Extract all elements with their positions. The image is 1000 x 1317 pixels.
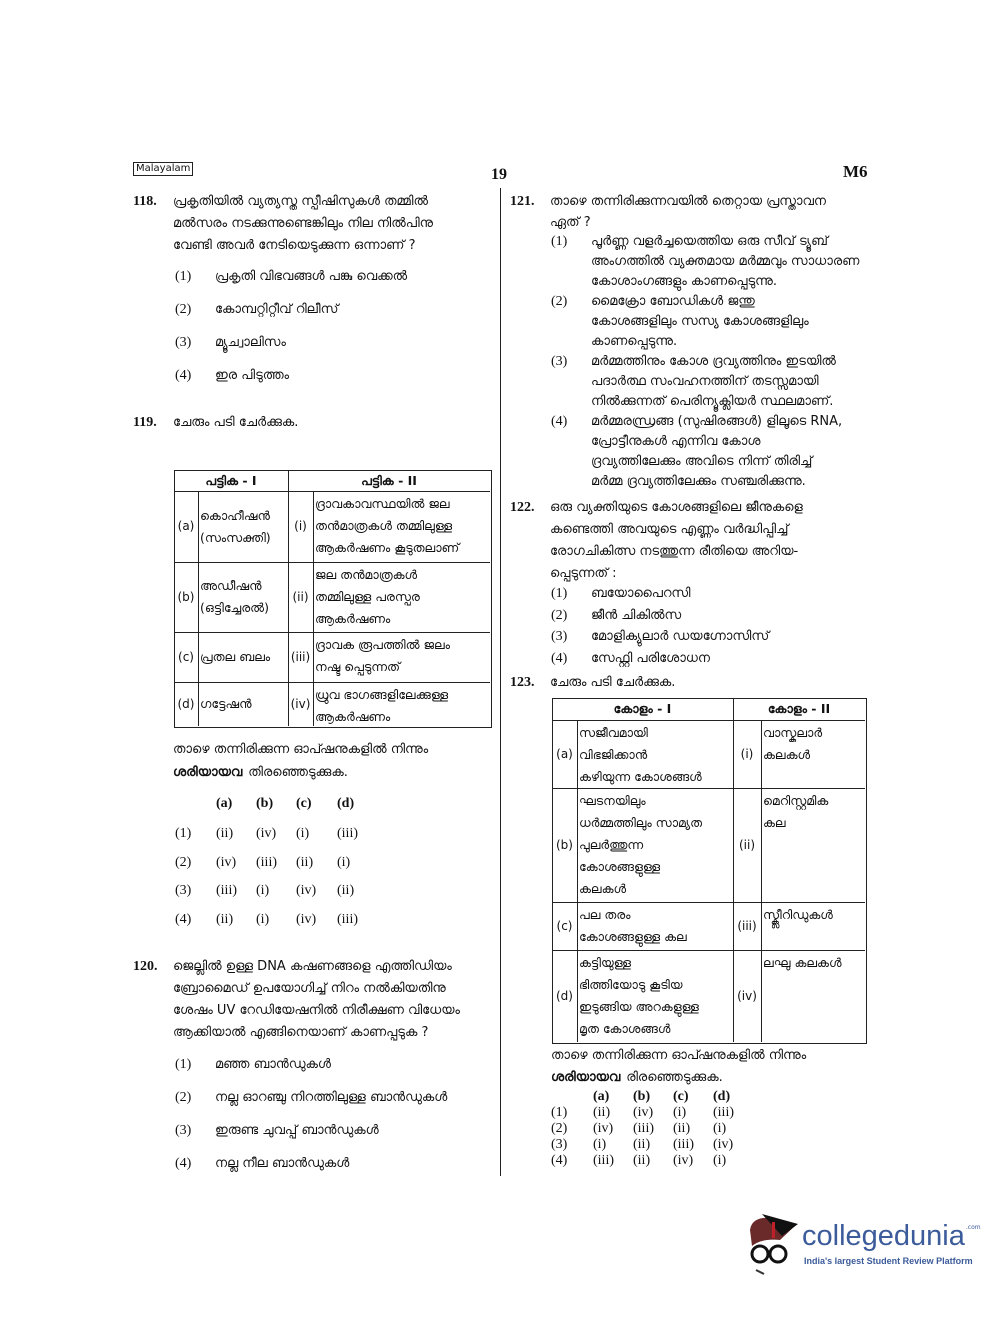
table-cell-text: ലഘു കലകൾ <box>763 955 842 970</box>
question-text-line: പ്രകൃതിയിൽ വ്യത്യസ്ത സ്പീഷിസുകൾ തമ്മിൽ <box>173 194 428 209</box>
table-header-col2: പട്ടിക - II <box>361 473 417 488</box>
language-label: Malayalam <box>133 162 193 176</box>
answer-value: (iv) <box>216 854 237 870</box>
row-label: (d) <box>177 697 195 711</box>
answer-value: (i) <box>337 854 351 870</box>
answer-option-number: (3) <box>551 1137 568 1152</box>
option-text-line: മർമ്മരന്ധ്രങ്ങ (സുഷിരങ്ങൾ) ളിലൂടെ RNA, <box>591 414 843 429</box>
table-cell-text: കലകൾ <box>579 881 627 896</box>
instruction-line <box>551 1069 723 1087</box>
option-text-line: ദ്രവ്യത്തിലേക്കും അവിടെ നിന്ന് തിരിച്ച് <box>591 454 813 469</box>
option-text: നല്ല നീല ബാൻഡുകൾ <box>215 1156 350 1171</box>
option-text-line: മൈക്രോ ബോഡികൾ ജന്തു <box>591 294 755 309</box>
table-rule <box>198 682 199 726</box>
row-label: (c) <box>178 650 194 664</box>
option-number: (3) <box>551 629 568 644</box>
option-text: മോളിക്യുലാർ ഡയഗ്നോസിസ് <box>591 629 770 644</box>
answer-option-number: (1) <box>175 826 192 841</box>
instruction-line <box>173 764 348 782</box>
answer-value: (ii) <box>216 826 234 841</box>
option-number: (1) <box>551 234 568 249</box>
table-cell-text: മൃത കോശങ്ങൾ <box>579 1021 671 1036</box>
row-label: (ii) <box>738 838 756 852</box>
table-cell-text: ആകർഷണം <box>315 611 391 626</box>
row-label: (iv) <box>737 989 757 1003</box>
option-text-line: പദാർത്ഥ സംവഹനത്തിന് തടസ്സമായി <box>591 374 819 389</box>
table-rule <box>198 632 199 682</box>
row-label: (iv) <box>290 697 311 711</box>
option-text-line: പൂർണ്ണ വളർച്ചയെത്തിയ ഒരു സീവ് ട്യൂബ് <box>591 234 828 249</box>
mascot-logo-icon <box>742 1210 802 1280</box>
answer-value: (iii) <box>216 883 237 898</box>
answer-value: (iv) <box>296 911 317 927</box>
table-cell-text: (ഒട്ടിച്ചേരൽ) <box>200 600 269 615</box>
row-label: (iii) <box>290 650 311 664</box>
question-text: ചേരും പടി ചേർക്കുക. <box>173 415 299 430</box>
answer-value: (iii) <box>337 911 358 927</box>
question-text-line: വേണ്ടി അവർ നേടിയെടുക്കുന്ന ഒന്നാണ് ? <box>173 238 416 253</box>
answer-value: (i) <box>256 911 270 927</box>
option-text: കോമ്പറ്റിറ്റീവ് റിലീസ് <box>215 302 339 317</box>
option-text: ബയോപൈറസി <box>591 586 691 601</box>
answer-value: (iii) <box>256 854 277 870</box>
table-rule <box>552 902 865 903</box>
table-cell-text: കട്ടിയുള്ള <box>579 955 631 970</box>
answer-value: (ii) <box>673 1121 691 1136</box>
table-cell-text: കല <box>763 815 786 830</box>
answer-option-number: (2) <box>175 854 192 870</box>
table-cell-text: കഴിയുന്ന കോശങ്ങൾ <box>579 769 702 784</box>
instruction-bold: ശരിയായവ <box>551 1070 621 1085</box>
answer-value: (i) <box>256 883 270 898</box>
option-number: (2) <box>551 607 568 623</box>
table-cell-text: ദ്രാവക രൂപത്തിൽ ജലം <box>315 637 450 652</box>
table-rule <box>761 720 762 788</box>
table-cell-text: കലകൾ <box>763 747 811 762</box>
table-rule <box>552 720 865 721</box>
table-rule <box>313 632 314 682</box>
answer-column-header: (b) <box>633 1089 651 1104</box>
brand-domain: .com <box>965 1224 981 1231</box>
question-number: 118. <box>133 194 157 209</box>
table-rule <box>577 902 578 950</box>
option-text-line: മർമ്മ ദ്രവ്യത്തിലേക്കും സഞ്ചരിക്കുന്നു. <box>591 474 806 489</box>
table-rule <box>552 950 865 951</box>
answer-value: (i) <box>593 1137 607 1152</box>
instruction-text: താഴെ തന്നിരിക്കുന്ന ഓപ്ഷനുകളിൽ നിന്നും <box>551 1048 807 1063</box>
row-label: (b) <box>177 590 195 604</box>
answer-value: (i) <box>713 1121 727 1136</box>
answer-value: (iii) <box>673 1137 694 1152</box>
option-text-line: കോശങ്ങളിലും സസ്യ കോശങ്ങളിലും <box>591 314 809 329</box>
question-text-line: താഴെ തന്നിരിക്കുന്നവയിൽ തെറ്റായ പ്രസ്താവന <box>550 194 826 209</box>
question-text-line: ഒരു വ്യക്തിയുടെ കോശങ്ങളിലെ ജീനുകളെ <box>550 500 803 515</box>
answer-value: (iv) <box>593 1121 614 1136</box>
option-text-line: പ്രോട്ടീനുകൾ എന്നിവ കോശ <box>591 434 761 449</box>
option-text-line: അംഗത്തിൽ വ്യക്തമായ മർമ്മവും സാധാരണ <box>591 254 860 269</box>
option-number: (2) <box>551 294 568 309</box>
table-header-col1: പട്ടിക - I <box>205 473 257 488</box>
table-rule <box>313 682 314 726</box>
table-cell-text: (സംസക്തി) <box>200 529 271 545</box>
answer-value: (i) <box>713 1153 727 1168</box>
table-cell-text: ഭിത്തിയോടു കൂടിയ <box>579 977 683 992</box>
row-label: (ii) <box>292 590 309 604</box>
table-rule <box>761 950 762 1042</box>
option-text-line: കോശാംഗങ്ങളും കാണപ്പെടുന്നു. <box>591 274 778 289</box>
answer-value: (ii) <box>633 1137 651 1152</box>
table-cell-text: അഡീഷൻ <box>200 578 262 593</box>
table-cell-text: കോശങ്ങളുള്ള കല <box>579 929 687 944</box>
instruction-text: തിരഞ്ഞെടുക്കുക. <box>248 765 348 780</box>
option-number: (4) <box>551 414 568 429</box>
table-cell-text: നഷ്ട പ്പെടുന്നത് <box>315 659 401 674</box>
instruction-text: താഴെ തന്നിരിക്കുന്ന ഓപ്ഷനുകളിൽ നിന്നും <box>173 742 429 757</box>
instruction-text: രിരഞ്ഞെടുക്കുക. <box>626 1070 723 1085</box>
option-number: (1) <box>175 269 192 284</box>
answer-value: (iii) <box>633 1121 654 1136</box>
question-number: 119. <box>133 415 157 430</box>
table-cell-text: വാസ്കുലാർ <box>763 725 823 740</box>
table-cell-text: സ്ക്ലീറിഡുകൾ <box>763 907 833 922</box>
table-rule <box>174 632 490 633</box>
table-rule <box>198 491 199 562</box>
option-text: ഇരുണ്ട ചുവപ്പ് ബാൻഡുകൾ <box>215 1123 379 1138</box>
table-cell-text: കൊഹീഷൻ <box>200 507 270 523</box>
table-rule <box>313 491 314 562</box>
answer-option-number: (2) <box>551 1121 568 1136</box>
table-rule <box>552 788 865 789</box>
answer-option-number: (4) <box>551 1153 568 1168</box>
answer-value: (iv) <box>256 826 277 841</box>
column-divider <box>500 188 501 1176</box>
answer-value: (ii) <box>216 911 234 927</box>
option-text-line: നിൽക്കുന്നത് പെരിന്യൂക്ലിയർ സ്ഥലമാണ്. <box>591 394 834 409</box>
table-cell-text: മെറിസ്റ്റമിക <box>763 793 829 808</box>
answer-column-header: (d) <box>337 796 355 811</box>
option-text-line: കാണപ്പെടുന്നു. <box>591 334 678 349</box>
table-rule <box>577 950 578 1042</box>
question-text-line: ശേഷം UV റേഡിയേഷനിൽ നിരീക്ഷണ വിധേയം <box>173 1003 460 1018</box>
answer-column-header: (c) <box>673 1089 689 1104</box>
option-number: (2) <box>175 302 192 317</box>
question-text-line: ജെല്ലിൽ ഉള്ള DNA കഷണങ്ങളെ എത്തിഡിയം <box>173 959 452 974</box>
question-number: 120. <box>133 959 158 974</box>
answer-option-number: (4) <box>175 911 192 927</box>
table-rule <box>174 682 490 683</box>
table-cell-text: ധ്രുവ ഭാഗങ്ങളിലേക്കുള്ള <box>315 687 449 702</box>
option-text: മഞ്ഞ ബാൻഡുകൾ <box>215 1057 331 1072</box>
table-cell-text: പ്രതല ബലം <box>200 649 271 664</box>
question-text-line: കണ്ടെത്തി അവയുടെ എണ്ണം വർദ്ധിപ്പിച്ച് <box>550 522 789 537</box>
table-header-col2: കോളം - II <box>767 701 831 716</box>
table-rule <box>761 788 762 902</box>
table-cell-text: ദ്രാവകാവസ്ഥയിൽ ജല <box>315 496 450 511</box>
row-label: (i) <box>294 519 307 533</box>
brand-line <box>802 1220 981 1252</box>
option-number: (3) <box>175 335 192 350</box>
question-text-line: പ്പെടുന്നത് : <box>550 566 617 581</box>
brand-tagline: India's largest Student Review Platform <box>804 1256 973 1266</box>
answer-value: (iii) <box>593 1153 614 1168</box>
question-text-line: ബ്രോമൈഡ് ഉപയോഗിച്ച് നിറം നൽകിയതിനു <box>173 981 446 996</box>
table-cell-text: ഗട്ടേഷൻ <box>200 696 252 711</box>
option-number: (2) <box>175 1090 192 1105</box>
page-number: 19 <box>491 166 507 183</box>
table-rule <box>761 902 762 950</box>
brand-name: collegedunia <box>802 1220 965 1252</box>
option-number: (3) <box>551 354 568 369</box>
table-cell-text: പല തരം <box>579 907 631 922</box>
option-text: പ്രകൃതി വിഭവങ്ങൾ പങ്കു വെക്കൽ <box>215 269 408 284</box>
option-text: മ്യൂച്വാലിസം <box>215 335 286 350</box>
table-cell-text: സജീവമായി <box>579 725 648 740</box>
question-text-line: രോഗചികിത്സ നടത്തുന്ന രീതിയെ അറിയ- <box>550 544 799 559</box>
answer-column-header: (d) <box>713 1089 731 1104</box>
option-text-line: മർമ്മത്തിനും കോശ ദ്രവ്യത്തിനും ഇടയിൽ <box>591 354 836 369</box>
option-number: (1) <box>175 1057 192 1072</box>
answer-value: (iii) <box>713 1105 734 1120</box>
answer-column-header: (a) <box>593 1089 610 1104</box>
question-text-line: ഏത് ? <box>550 215 591 230</box>
table-rule <box>198 562 199 632</box>
row-label: (i) <box>740 747 754 761</box>
row-label: (a) <box>177 519 195 533</box>
table-cell-text: ആകർഷണം <box>315 709 391 724</box>
table-cell-text: തമ്മിലുള്ള പരസ്പര <box>315 589 420 604</box>
answer-value: (ii) <box>296 854 314 870</box>
option-number: (1) <box>551 586 568 601</box>
option-number: (3) <box>175 1123 192 1138</box>
answer-option-number: (1) <box>551 1105 568 1120</box>
option-number: (4) <box>175 368 192 383</box>
answer-column-header: (a) <box>216 796 233 811</box>
question-text-line: ആക്കിയാൽ എങ്ങിനെയാണ് കാണപ്പടുക ? <box>173 1025 429 1040</box>
question-number: 122. <box>510 500 535 515</box>
table-rule <box>577 788 578 902</box>
table-cell-text: ആകർഷണം കൂടുതലാണ് <box>315 540 460 555</box>
option-text: ഇര പിടുത്തം <box>215 368 290 383</box>
table-rule <box>174 562 490 563</box>
option-number: (4) <box>551 650 568 666</box>
question-number: 121. <box>510 194 535 209</box>
table-cell-text: ജല തൻമാത്രകൾ <box>315 567 418 582</box>
answer-value: (iv) <box>673 1153 694 1168</box>
table-cell-text: തൻമാത്രകൾ തമ്മിലുള്ള <box>315 518 453 533</box>
table-cell-text: ഘടനയിലും <box>579 793 646 808</box>
table-rule <box>313 562 314 632</box>
table-cell-text: വിഭജിക്കാൻ <box>579 747 648 762</box>
row-label: (c) <box>556 919 573 933</box>
table-cell-text: ഇടുങ്ങിയ അറകളുള്ള <box>579 999 699 1014</box>
question-number: 123. <box>510 675 535 690</box>
option-number: (4) <box>175 1156 192 1171</box>
answer-value: (ii) <box>337 883 355 898</box>
table-rule <box>174 491 490 492</box>
answer-value: (ii) <box>593 1105 611 1120</box>
option-text: നല്ല ഓറഞ്ചു നിറത്തിലുള്ള ബാൻഡുകൾ <box>215 1090 448 1105</box>
answer-value: (iv) <box>713 1137 734 1152</box>
row-label: (d) <box>556 989 573 1003</box>
table-header-col1: കോളം - I <box>613 701 672 716</box>
table-cell-text: പുലർത്തുന്ന <box>579 837 644 852</box>
answer-value: (iv) <box>296 883 317 898</box>
instruction-bold: ശരിയായവ <box>173 765 243 780</box>
table-cell-text: കോശങ്ങളുള്ള <box>579 859 661 874</box>
row-label: (b) <box>556 838 573 852</box>
question-text-line: മൽസരം നടക്കുന്നുണ്ടെങ്കിലും നില നിൽപിനു <box>173 216 434 231</box>
row-label: (iii) <box>737 919 757 933</box>
question-text: ചേരും പടി ചേർക്കുക. <box>550 675 676 690</box>
answer-value: (i) <box>296 826 310 841</box>
table-rule <box>577 720 578 788</box>
answer-value: (iii) <box>337 826 358 841</box>
collegedunia-watermark <box>742 1210 992 1282</box>
answer-value: (iv) <box>633 1105 654 1120</box>
answer-value: (i) <box>673 1105 687 1120</box>
answer-option-number: (3) <box>175 883 192 898</box>
row-label: (a) <box>556 747 573 761</box>
table-cell-text: ധർമ്മത്തിലും സാമ്യത <box>579 815 703 830</box>
option-text: സേഫ്റ്റി പരിശോധന <box>591 650 710 666</box>
option-text: ജീൻ ചികിൽസ <box>591 607 682 623</box>
answer-column-header: (b) <box>256 796 274 811</box>
paper-code: M6 <box>843 162 868 181</box>
answer-value: (ii) <box>633 1153 651 1168</box>
answer-column-header: (c) <box>296 796 312 811</box>
